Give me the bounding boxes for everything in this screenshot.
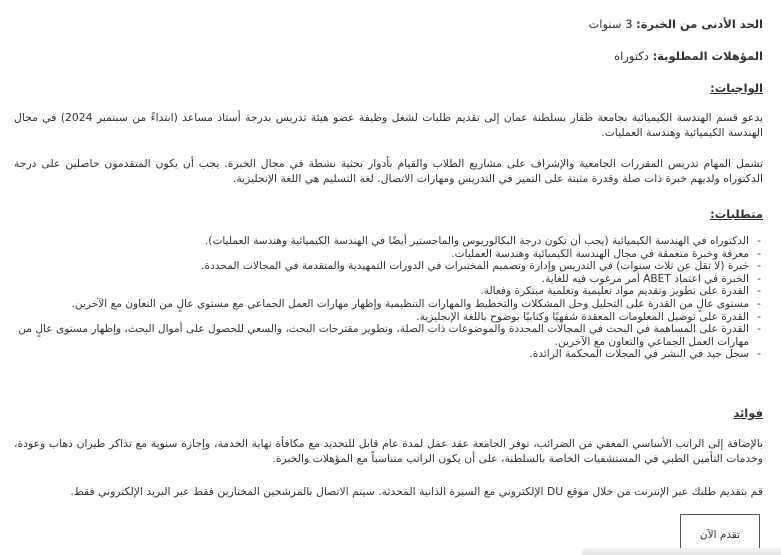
requirements-heading: متطلبات: [710, 207, 763, 221]
experience-value: 3 سنوات [588, 17, 633, 31]
duties-heading: الواجبات: [710, 81, 763, 95]
apply-now-button[interactable]: تقدم الآن [680, 514, 760, 555]
requirement-item: - مستوى عالٍ من القدرة على التحليل وحل المشكلات والتخطيط والمهارات التنظيمية وإظهار مهارات العمل الجماعي مع مستوى عالٍ من التعاون مع الآخرين. [14, 298, 749, 311]
requirement-item: - القدرة على المساهمة في البحث في المجالات المحددة والموضوعات ذات الصلة، وتطوير مقترحات البحث، والسعي للحصول على أموال البحث، وإظهار مستوى عالٍ من مهارات العمل الجماعي والتعاون مع الآخرين. [14, 323, 749, 348]
requirement-item: - الدكتوراه في الهندسة الكيميائية (يجب أن تكون درجة البكالوريوس والماجستير أيضًا في الهندسة الكيميائية وهندسة العمليات). [14, 235, 749, 248]
apply-note: قم بتقديم طلبك عبر الإنترنت من خلال موقع DU الإلكتروني مع السيرة الذاتية المحدثة. سيتم الاتصال بالمرشحين المختارين فقط عبر البريد الإلكتروني فقط. [70, 485, 763, 498]
requirement-item: - القدرة على تطوير وتقديم مواد تعليمية وتعلمية مبتكرة وفعالة. [14, 285, 749, 298]
qualifications-value: دكتوراه [614, 49, 649, 63]
requirement-item: - الخبرة في اعتماد ABET أمر مرغوب فيه للغاية. [14, 273, 749, 286]
qualifications-line [614, 49, 763, 65]
requirement-item: - القدرة على توصيل المعلومات المعقدة شفهيًا وكتابيًا بوضوح باللغة الإنجليزية. [14, 311, 749, 324]
duties-paragraph-2: تشمل المهام تدريس المقررات الجامعية والإشراف على مشاريع الطلاب والقيام بأدوار بحثية نشطة في مجال الخبرة. يجب أن يكون المتقدمون حاصلين على درجة الدكتوراه ولديهم خبرة ذات صلة وقدرة مثبتة على التميز في التدريس ومهارات الاتصال. لغة التسليم هي اللغة الإنجليزية. [14, 157, 763, 185]
benefits-heading: فوائد [733, 406, 763, 420]
requirement-item: - سجل جيد في النشر في المجلات المحكمة الرائدة. [14, 348, 749, 361]
benefits-paragraph: بالإضافة إلى الراتب الأساسي المعفي من الضرائب، توفر الجامعة عقد عمل لمدة عام قابل للتجديد مع مكافأة نهاية الخدمة، وإجازة سنوية مع تذاكر طيران ذهاب وعودة، وخدمات التأمين الطبي في المستشفيات الخاصة بالسلطنة، على أن يكون الراتب متناسباً مع المؤهلات والخبرة. [14, 437, 763, 465]
experience-line [588, 17, 763, 33]
requirement-item: - خبرة (لا تقل عن ثلاث سنوات) في التدريس وإدارة وتصميم المختبرات في الدورات التمهيدية والمتقدمة في المجالات المحددة. [14, 260, 749, 273]
requirement-item: - معرفة وخبرة متعمقة في مجال الهندسة الكيميائية وهندسة العمليات. [14, 248, 749, 261]
qualifications-label: المؤهلات المطلوبة: [652, 49, 763, 63]
bottom-panel-edge [582, 548, 781, 555]
duties-paragraph-1: يدعو قسم الهندسة الكيميائية بجامعة ظفار بسلطنة عمان إلى تقديم طلبات لشغل وظيفة عضو هيئة تدريس بدرجة أستاذ مساعد (ابتداءً من سبتمبر 2024) في مجال الهندسة الكيميائية وهندسة العمليات. [14, 111, 763, 139]
requirements-list [14, 235, 763, 361]
experience-label: الحد الأدنى من الخبرة: [636, 17, 763, 31]
